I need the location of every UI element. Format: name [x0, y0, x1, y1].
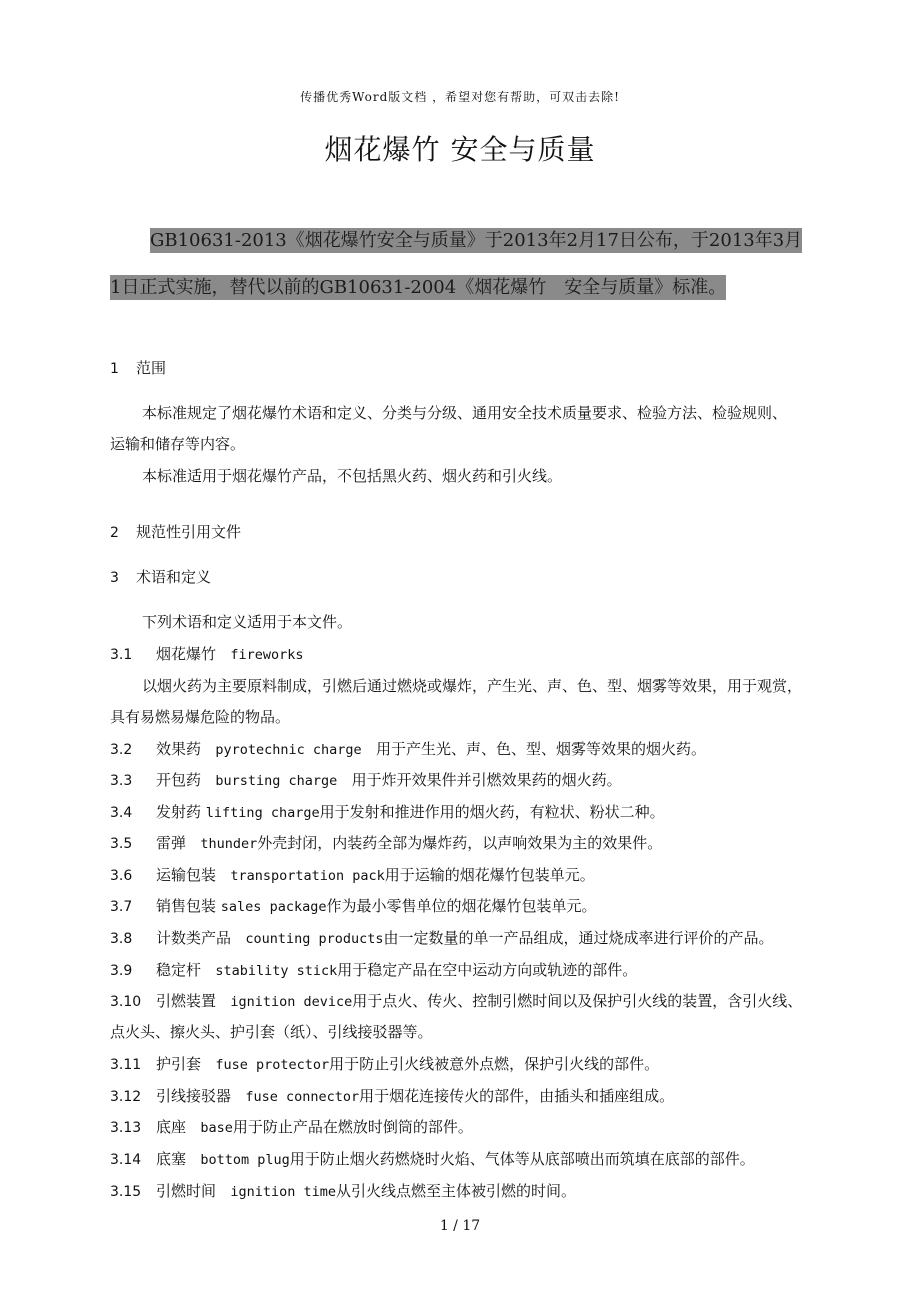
term-cn: 烟花爆竹 [156, 645, 217, 663]
term-en: bursting charge [215, 773, 338, 789]
term-number: 3.13 [110, 1120, 142, 1136]
term-definition: 具有易燃易爆危险的物品。 [110, 708, 291, 726]
page-number: 1 / 17 [439, 1218, 481, 1234]
term-definition: 用于发射和推进作用的烟火药，有粒状、粉状二种。 [319, 803, 665, 821]
intro-highlight-2: 1日正式实施，替代以前的GB10631-2004《烟花爆竹 安全与质量》标准。 [110, 277, 727, 298]
term-en: ignition time [230, 1184, 336, 1200]
term-definition: 用于防止产品在燃放时倒筒的部件。 [232, 1118, 473, 1136]
term-number: 3.6 [110, 868, 133, 884]
term-definition: 用于产生光、声、色、型、烟雾等效果的烟火药。 [375, 740, 706, 758]
section-title: 规范性引用文件 [136, 523, 242, 541]
term-number: 3.10 [110, 994, 142, 1010]
term-3-14 [110, 1149, 755, 1170]
term-en: ignition device [230, 994, 353, 1010]
term-cn: 底塞 [156, 1150, 187, 1168]
term-cn: 效果药 [156, 740, 202, 758]
term-number: 3.9 [110, 963, 133, 979]
section-1-heading [110, 358, 166, 379]
term-number: 3.3 [110, 773, 133, 789]
term-cn: 销售包装 [156, 897, 217, 915]
term-en: fuse connector [245, 1089, 360, 1105]
term-3-7 [110, 896, 596, 917]
page-title: 烟花爆竹 安全与质量 [324, 133, 596, 166]
term-number: 3.1 [110, 647, 133, 663]
paragraph: 下列术语和定义适用于本文件。 [142, 613, 353, 631]
section-number: 3 [110, 570, 119, 586]
term-3-11 [110, 1054, 659, 1075]
term-en: sales package [220, 899, 327, 915]
term-3-5 [110, 833, 662, 854]
term-definition: 用于稳定产品在空中运动方向或轨迹的部件。 [337, 961, 638, 979]
paragraph: 本标准适用于烟花爆竹产品，不包括黑火药、烟火药和引火线。 [142, 467, 563, 485]
term-definition: 由一定数量的单一产品组成，通过烧成率进行评价的产品。 [383, 929, 774, 947]
section-title: 术语和定义 [136, 568, 212, 586]
section-3-heading [110, 567, 211, 588]
term-3-10 [110, 991, 802, 1012]
term-en: fireworks [230, 647, 304, 663]
term-3-9 [110, 960, 637, 981]
term-en: stability stick [215, 963, 338, 979]
term-number: 3.2 [110, 742, 133, 758]
intro-highlight-1: GB10631-2013《烟花爆竹安全与质量》于2013年2月17日公布，于2013年3月 [150, 230, 803, 251]
intro-line-1 [150, 226, 802, 252]
term-en: base [200, 1120, 233, 1136]
term-number: 3.14 [110, 1152, 142, 1168]
term-en: transportation pack [230, 868, 385, 884]
term-cn: 发射药 [156, 803, 202, 821]
term-definition: 作为最小零售单位的烟花爆竹包装单元。 [326, 897, 597, 915]
term-definition: 从引火线点燃至主体被引燃的时间。 [336, 1182, 577, 1200]
term-3-15 [110, 1181, 576, 1202]
term-definition: 外壳封闭，内装药全部为爆炸药，以声响效果为主的效果件。 [257, 834, 663, 852]
term-3-4 [110, 802, 665, 823]
term-cn: 引燃装置 [156, 992, 217, 1010]
term-definition: 用于防止引火线被意外点燃，保护引火线的部件。 [329, 1055, 660, 1073]
term-definition: 点火头、擦火头、护引套（纸）、引线接驳器等。 [110, 1023, 433, 1041]
term-cn: 开包药 [156, 771, 202, 789]
term-3-2 [110, 739, 706, 760]
section-title: 范围 [136, 359, 167, 377]
term-cn: 稳定杆 [156, 961, 202, 979]
term-en: lifting charge [205, 805, 320, 821]
term-3-13 [110, 1117, 473, 1138]
header-note: 传播优秀Word版文档 ，希望对您有帮助，可双击去除! [300, 90, 620, 104]
term-number: 3.4 [110, 805, 133, 821]
term-3-6 [110, 865, 595, 886]
term-en: fuse protector [215, 1057, 330, 1073]
term-definition: 用于点火、传火、控制引燃时间以及保护引火线的装置，含引火线、 [352, 992, 803, 1010]
intro-line-2 [110, 273, 726, 299]
term-number: 3.15 [110, 1184, 142, 1200]
term-cn: 底座 [156, 1118, 187, 1136]
term-definition: 用于运输的烟花爆竹包装单元。 [384, 866, 595, 884]
term-number: 3.12 [110, 1089, 142, 1105]
term-definition: 以烟火药为主要原料制成，引燃后通过燃烧或爆炸，产生光、声、色、型、烟雾等效果，用于观赏， [142, 677, 803, 695]
term-definition: 用于防止烟火药燃烧时火焰、气体等从底部喷出而筑填在底部的部件。 [289, 1150, 755, 1168]
term-3-12 [110, 1086, 674, 1107]
term-3-8 [110, 928, 774, 949]
term-en: bottom plug [200, 1152, 290, 1168]
section-number: 1 [110, 361, 119, 377]
term-number: 3.8 [110, 931, 133, 947]
section-number: 2 [110, 525, 119, 541]
term-3-1 [110, 644, 303, 665]
term-number: 3.11 [110, 1057, 142, 1073]
paragraph: 本标准规定了烟花爆竹术语和定义、分类与分级、通用安全技术质量要求、检验方法、检验规则、 [142, 404, 788, 422]
term-en: counting products [245, 931, 384, 947]
term-cn: 护引套 [156, 1055, 202, 1073]
term-cn: 引线接驳器 [156, 1087, 232, 1105]
term-cn: 计数类产品 [156, 929, 232, 947]
term-number: 3.7 [110, 899, 133, 915]
term-cn: 运输包装 [156, 866, 217, 884]
term-3-3 [110, 770, 622, 791]
term-definition: 用于炸开效果件并引燃效果药的烟火药。 [351, 771, 622, 789]
term-cn: 雷弹 [156, 834, 187, 852]
term-cn: 引燃时间 [156, 1182, 217, 1200]
term-en: pyrotechnic charge [215, 742, 362, 758]
term-en: thunder [200, 836, 258, 852]
paragraph: 运输和储存等内容。 [110, 435, 246, 453]
term-number: 3.5 [110, 836, 133, 852]
term-definition: 用于烟花连接传火的部件，由插头和插座组成。 [359, 1087, 675, 1105]
section-2-heading [110, 522, 241, 543]
